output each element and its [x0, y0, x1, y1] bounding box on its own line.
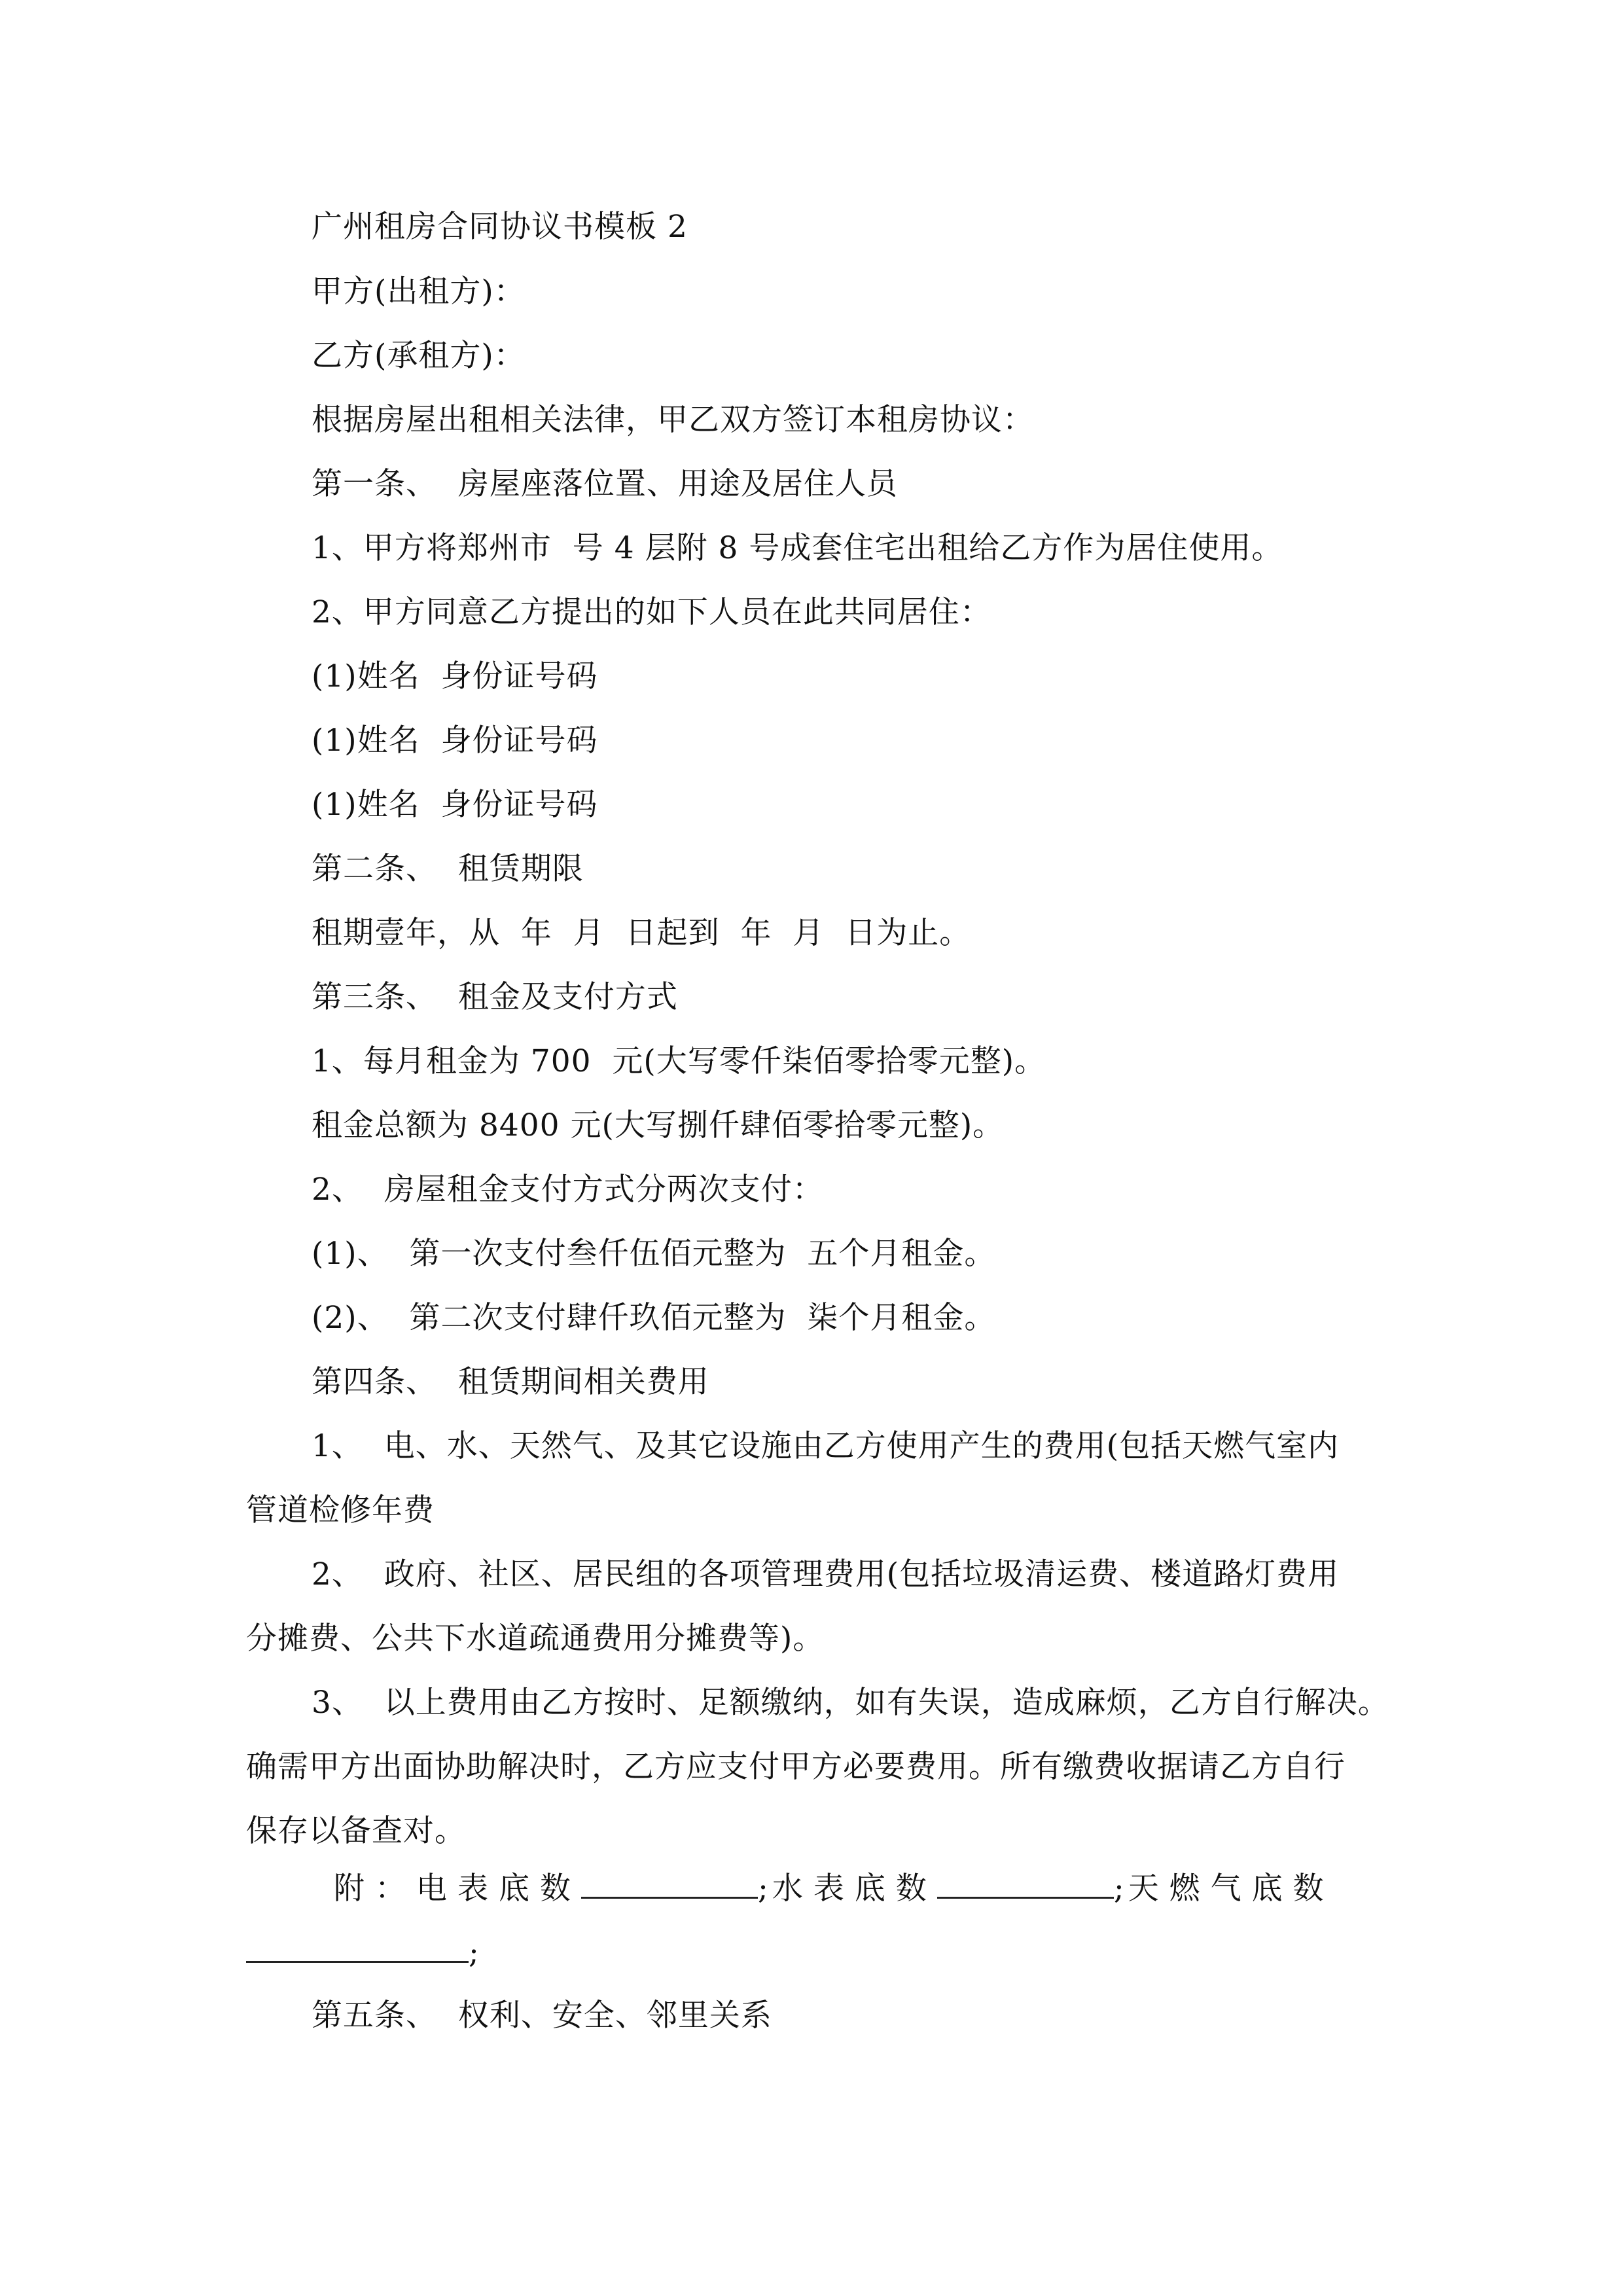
first-payment-line: (1)、 第一次支付叁仟伍佰元整为 五个月租金。 [312, 1236, 996, 1272]
fees-item-2-line-2: 分摊费、公共下水道疏通费用分摊费等)。 [246, 1621, 825, 1657]
separator: ; [1113, 1871, 1124, 1907]
party-b-line: 乙方(承租方)： [312, 338, 526, 374]
gas-meter-label: 天燃气底数 [1128, 1871, 1334, 1907]
resident-line: (1)姓名 身份证号码 [312, 658, 598, 694]
meter-readings-row [334, 1868, 1381, 1909]
monthly-rent-line: 1、每月租金为 700 元(大写零仟柒佰零拾零元整)。 [312, 1043, 1046, 1079]
water-meter-blank [937, 1868, 1114, 1899]
gas-meter-blank [246, 1932, 469, 1963]
article-1-item-1: 1、甲方将郑州市 号 4 层附 8 号成套住宅出租给乙方作为居住使用。 [312, 530, 1283, 566]
fees-item-3-line-1: 3、 以上费用由乙方按时、足额缴纳，如有失误，造成麻烦，乙方自行解决。 [312, 1685, 1389, 1721]
party-a-line: 甲方(出租方)： [312, 274, 526, 310]
article-1-item-2: 2、甲方同意乙方提出的如下人员在此共同居住： [312, 594, 991, 630]
article-2-heading: 第二条、 租赁期限 [312, 851, 584, 887]
fees-item-2-line-1: 2、 政府、社区、居民组的各项管理费用(包括垃圾清运费、楼道路灯费用 [312, 1556, 1340, 1592]
lease-term-line: 租期壹年，从 年 月 日起到 年 月 日为止。 [312, 915, 971, 951]
document-title: 广州租房合同协议书模板 2 [312, 209, 688, 245]
water-meter-label: 水表底数 [772, 1871, 937, 1907]
resident-line: (1)姓名 身份证号码 [312, 723, 598, 759]
total-rent-line: 租金总额为 8400 元(大写捌仟肆佰零拾零元整)。 [312, 1107, 1005, 1143]
electric-meter-label: 附：电表底数 [334, 1871, 581, 1907]
resident-line: (1)姓名 身份证号码 [312, 787, 598, 823]
payment-method-line: 2、 房屋租金支付方式分两次支付： [312, 1172, 824, 1208]
second-payment-line: (2)、 第二次支付肆仟玖佰元整为 柒个月租金。 [312, 1300, 996, 1336]
fees-item-3-line-2: 确需甲方出面协助解决时，乙方应支付甲方必要费用。所有缴费收据请乙方自行 [246, 1749, 1346, 1785]
article-5-heading: 第五条、 权利、安全、邻里关系 [312, 1998, 772, 2034]
article-3-heading: 第三条、 租金及支付方式 [312, 979, 678, 1015]
fees-item-1-line-2: 管道检修年费 [246, 1492, 435, 1528]
electric-meter-blank [581, 1868, 758, 1899]
article-4-heading: 第四条、 租赁期间相关费用 [312, 1364, 709, 1400]
fees-item-3-line-3: 保存以备查对。 [246, 1813, 466, 1849]
preamble-line: 根据房屋出租相关法律，甲乙双方签订本租房协议： [312, 402, 1034, 438]
fees-item-1-line-1: 1、 电、水、天然气、及其它设施由乙方使用产生的费用(包括天燃气室内 [312, 1428, 1340, 1464]
gas-meter-row [246, 1932, 1293, 1973]
article-1-heading: 第一条、 房屋座落位置、用途及居住人员 [312, 466, 898, 502]
separator: ; [469, 1935, 479, 1971]
separator: ; [758, 1871, 768, 1907]
